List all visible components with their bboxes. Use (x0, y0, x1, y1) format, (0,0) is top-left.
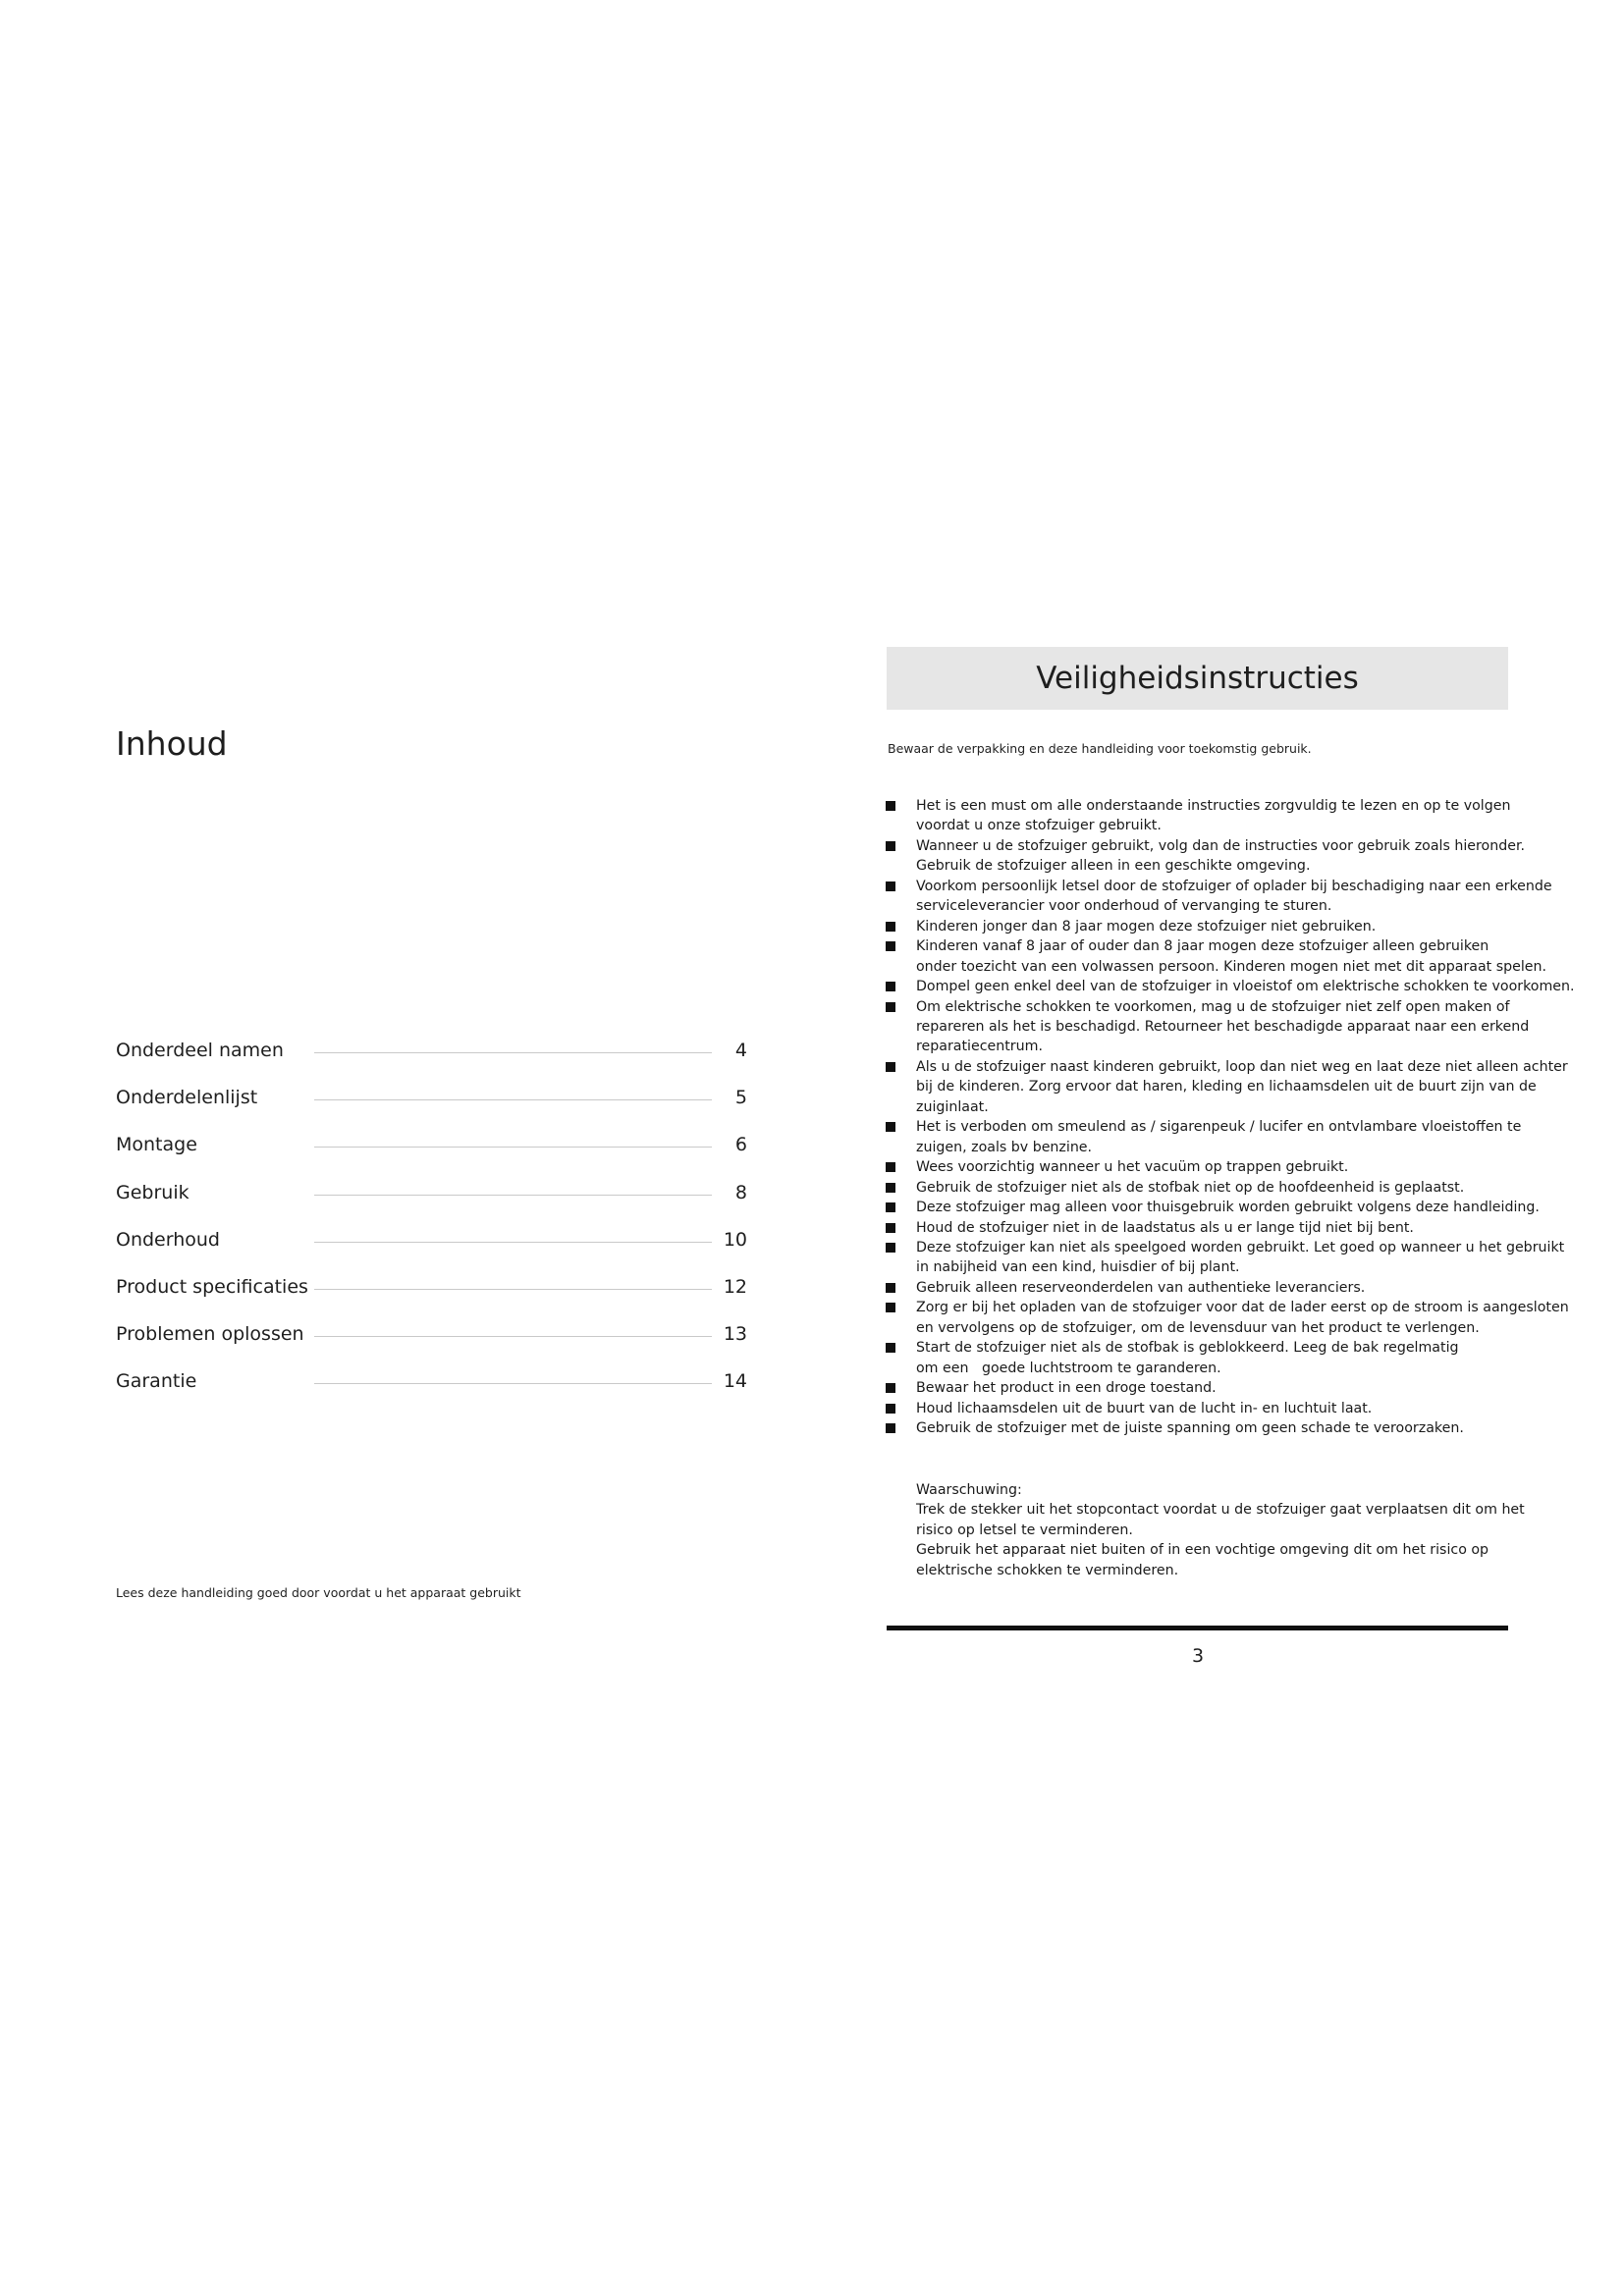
safety-item-text: Gebruik de stofzuiger met de juiste spanning om geen schade te veroorzaken. (916, 1420, 1464, 1437)
safety-item (886, 1218, 1573, 1238)
warning-text: Trek de stekker uit het stopcontact voordat u de stofzuiger gaat verplaatsen dit om het risico op letsel te verminderen. (916, 1502, 1525, 1538)
footer-divider (887, 1626, 1508, 1630)
safety-instruction-list (886, 796, 1573, 1439)
toc-leader-line (314, 1195, 712, 1196)
toc-label: Gebruik (116, 1181, 189, 1203)
safety-item-text: Om elektrische schokken te voorkomen, mag u de stofzuiger niet zelf open maken of repareren als het is beschadigd. Retourneer het beschadigde apparaat naar een erkend reparatiecentrum. (916, 998, 1530, 1055)
toc-leader-line (314, 1147, 712, 1148)
square-bullet-icon (886, 1183, 895, 1193)
safety-item-text: Deze stofzuiger kan niet als speelgoed worden gebruikt. Let goed op wanneer u het gebruikt in nabijheid van een kind, huisdier of bij plant. (916, 1239, 1565, 1276)
toc-page-number: 8 (734, 1181, 747, 1203)
toc-row (116, 1265, 749, 1312)
safety-item-text: Het is een must om alle onderstaande instructies zorgvuldig te lezen en op te volgen voordat u onze stofzuiger gebruikt. (916, 798, 1511, 834)
safety-item-text: Wees voorzichtig wanneer u het vacuüm op trappen gebruikt. (916, 1159, 1349, 1176)
intro-text: Bewaar de verpakking en deze handleiding voor toekomstig gebruik. (888, 741, 1312, 756)
square-bullet-icon (886, 922, 895, 932)
toc-leader-line (314, 1052, 712, 1053)
safety-item (886, 796, 1573, 836)
toc-page-number: 12 (723, 1275, 747, 1298)
section-title: Veiligheidsinstructies (1036, 661, 1359, 696)
safety-item (886, 1399, 1573, 1418)
safety-item-text: Voorkom persoonlijk letsel door de stofzuiger of oplader bij beschadiging naar een erkende serviceleverancier voor onderhoud of vervanging te sturen. (916, 878, 1552, 915)
safety-item-text: Start de stofzuiger niet als de stofbak is geblokkeerd. Leeg de bak regelmatig om een goede luchtstroom te garanderen. (916, 1340, 1459, 1376)
toc-page-number: 13 (723, 1323, 747, 1346)
toc-label: Problemen oplossen (116, 1323, 304, 1346)
toc-label: Garantie (116, 1370, 197, 1393)
square-bullet-icon (886, 1223, 895, 1233)
safety-item-text: Als u de stofzuiger naast kinderen gebruikt, loop dan niet weg en laat deze niet alleen achter bij de kinderen. Zorg ervoor dat haren, kleding en lichaamsdelen uit de buurt zijn van de zuiginlaat. (916, 1058, 1568, 1115)
toc-label: Onderdelenlijst (116, 1087, 258, 1109)
safety-item-text: Kinderen jonger dan 8 jaar mogen deze stofzuiger niet gebruiken. (916, 918, 1377, 934)
safety-item (886, 1378, 1573, 1398)
toc-label: Montage (116, 1134, 197, 1156)
square-bullet-icon (886, 1243, 895, 1253)
safety-item-text: Houd de stofzuiger niet in de laadstatus als u er lange tijd niet bij bent. (916, 1219, 1414, 1236)
safety-item-text: Houd lichaamsdelen uit de buurt van de lucht in- en luchtuit laat. (916, 1400, 1373, 1416)
safety-item (886, 1298, 1573, 1338)
square-bullet-icon (886, 881, 895, 891)
safety-item-text: Kinderen vanaf 8 jaar of ouder dan 8 jaar mogen deze stofzuiger alleen gebruiken onder toezicht van een volwassen persoon. Kinderen mogen niet met dit apparaat spelen. (916, 938, 1547, 975)
toc-page-number: 5 (734, 1087, 747, 1109)
square-bullet-icon (886, 1283, 895, 1293)
safety-item-text: Gebruik de stofzuiger niet als de stofbak niet op de hoofdeenheid is geplaatst. (916, 1179, 1465, 1196)
toc-row (116, 1312, 749, 1360)
safety-item (886, 1238, 1573, 1278)
warning-title: Waarschuwing: (916, 1482, 1022, 1498)
toc-leader-line (314, 1099, 712, 1100)
toc-leader-line (314, 1289, 712, 1290)
square-bullet-icon (886, 1343, 895, 1353)
toc-row (116, 1076, 749, 1123)
safety-item (886, 1057, 1573, 1117)
safety-item (886, 1157, 1573, 1177)
square-bullet-icon (886, 801, 895, 811)
square-bullet-icon (886, 1162, 895, 1172)
toc-footer-note: Lees deze handleiding goed door voordat u het apparaat gebruikt (116, 1585, 521, 1600)
safety-item (886, 836, 1573, 877)
safety-item (886, 917, 1573, 936)
safety-item-text: Deze stofzuiger mag alleen voor thuisgebruik worden gebruikt volgens deze handleiding. (916, 1200, 1540, 1216)
safety-item-text: Gebruik alleen reserveonderdelen van authentieke leveranciers. (916, 1279, 1366, 1296)
safety-item-text: Bewaar het product in een droge toestand. (916, 1380, 1217, 1397)
toc-row (116, 1123, 749, 1170)
safety-item (886, 977, 1573, 996)
toc-leader-line (314, 1242, 712, 1243)
safety-item (886, 997, 1573, 1057)
warning-text: Gebruik het apparaat niet buiten of in een vochtige omgeving dit om het risico op elektrische schokken te verminderen. (916, 1542, 1489, 1578)
toc-page-number: 4 (734, 1040, 747, 1061)
warning-block (916, 1480, 1544, 1580)
safety-item (886, 1278, 1573, 1298)
safety-item-text: Zorg er bij het opladen van de stofzuiger voor dat de lader eerst op de stroom is aangesloten en vervolgens op de stofzuiger, om de levensduur van het product te verlengen. (916, 1300, 1569, 1336)
square-bullet-icon (886, 1303, 895, 1312)
square-bullet-icon (886, 1383, 895, 1393)
safety-item (886, 1338, 1573, 1378)
square-bullet-icon (886, 1202, 895, 1212)
toc-row (116, 1218, 749, 1265)
square-bullet-icon (886, 1423, 895, 1433)
safety-item (886, 1178, 1573, 1198)
section-header-bar (887, 647, 1508, 710)
square-bullet-icon (886, 941, 895, 951)
toc-page-number: 6 (734, 1134, 747, 1156)
toc-leader-line (314, 1336, 712, 1337)
toc-row (116, 1171, 749, 1218)
toc-list (116, 1029, 749, 1408)
square-bullet-icon (886, 982, 895, 991)
square-bullet-icon (886, 841, 895, 851)
toc-row (116, 1029, 749, 1076)
toc-label: Onderdeel namen (116, 1040, 284, 1061)
safety-item-text: Dompel geen enkel deel van de stofzuiger in vloeistof om elektrische schokken te voorkomen. (916, 979, 1575, 995)
toc-page-number: 10 (723, 1228, 747, 1251)
square-bullet-icon (886, 1404, 895, 1414)
toc-leader-line (314, 1383, 712, 1384)
square-bullet-icon (886, 1002, 895, 1012)
safety-item (886, 1117, 1573, 1157)
safety-item (886, 936, 1573, 977)
toc-page-number: 14 (723, 1370, 747, 1393)
toc-title: Inhoud (116, 724, 228, 763)
safety-item-text: Wanneer u de stofzuiger gebruikt, volg dan de instructies voor gebruik zoals hieronder. Gebruik de stofzuiger alleen in een geschikte omgeving. (916, 837, 1525, 875)
toc-label: Onderhoud (116, 1228, 220, 1251)
safety-item (886, 1198, 1573, 1217)
safety-item (886, 877, 1573, 917)
safety-item-text: Het is verboden om smeulend as / sigarenpeuk / lucifer en ontvlambare vloeistoffen te zuigen, zoals bv benzine. (916, 1119, 1522, 1155)
page-number: 3 (1191, 1645, 1205, 1667)
toc-label: Product specificaties (116, 1275, 308, 1298)
square-bullet-icon (886, 1122, 895, 1132)
toc-row (116, 1360, 749, 1407)
safety-item (886, 1418, 1573, 1438)
square-bullet-icon (886, 1062, 895, 1072)
